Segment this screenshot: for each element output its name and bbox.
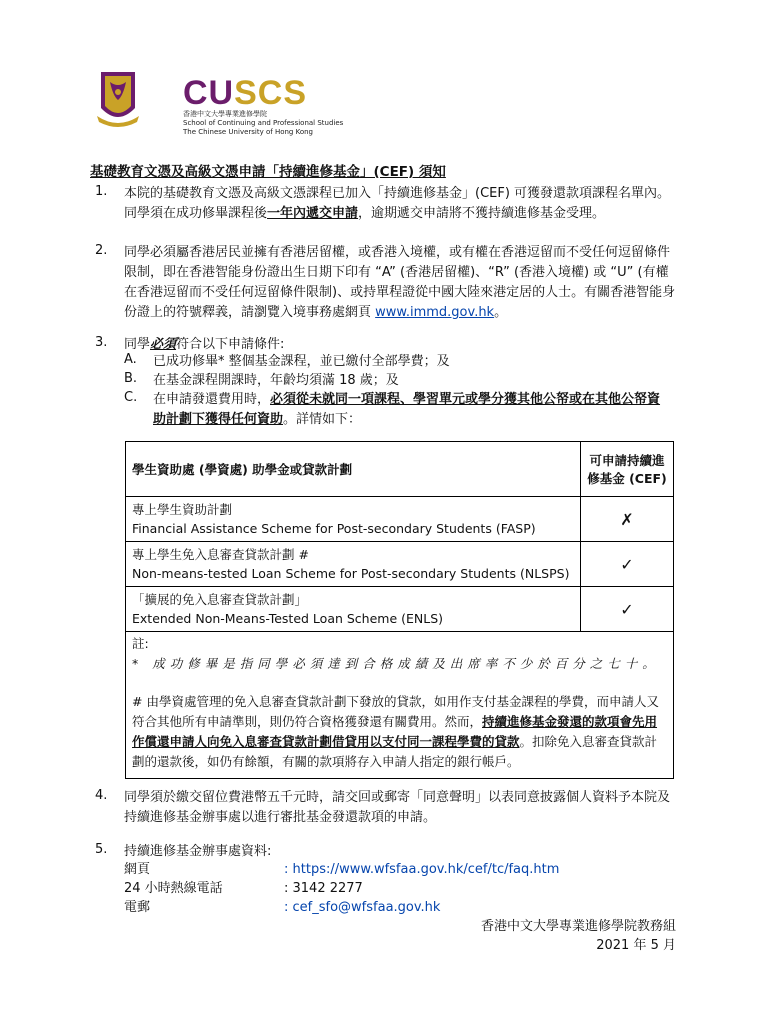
item-number: 2. [95, 243, 108, 258]
cef-eligibility-table [125, 441, 674, 779]
item-number: 3. [95, 335, 108, 350]
table-notes [126, 632, 674, 779]
footer-date: 2021 年 5 月 [596, 938, 676, 953]
subitem-letter: A. [124, 352, 137, 367]
contact-email-link[interactable]: : cef_sfo@wfsfaa.gov.hk [284, 900, 441, 915]
contact-row-hotline [124, 879, 624, 899]
subitem-letter: B. [124, 371, 138, 386]
brand-name: CUSCS [183, 74, 308, 112]
subitem-c-text: 在申請發還費用時，必須從未就同一項課程、學習單元或學分獲其他公帑或在其他公帑資助計劃下獲得任何資助。詳情如下： [153, 392, 661, 427]
contact-hotline-value: : 3142 2277 [284, 881, 363, 896]
item-1-text: 本院的基礎教育文憑及高級文憑課程已加入「持續進修基金」(CEF) 可獲發還款項課程名單內。同學須在成功修畢課程後一年內遞交申請，逾期遞交申請將不獲持續進修基金受理。 [124, 186, 671, 221]
item-number: 5. [95, 842, 108, 857]
scheme-cell: 專上學生免入息審查貸款計劃 # Non-means-tested Loan Scheme for Post-secondary Students (NLSPS) [126, 542, 581, 587]
item-number: 1. [95, 184, 108, 199]
contact-key: 網頁 [124, 862, 151, 877]
subitem-letter: C. [124, 390, 138, 405]
check-mark-icon: ✓ [581, 542, 674, 587]
contact-row-email [124, 898, 624, 918]
scheme-cell: 「擴展的免入息審查貸款計劃」 Extended Non-Means-Tested Loan Scheme (ENLS) [126, 587, 581, 632]
subitem-b-text: 在基金課程開課時，年齡均須滿 18 歲；及 [153, 373, 399, 388]
item-4-text: 同學須於繳交留位費港幣五千元時，請交回或郵寄「同意聲明」以表同意披露個人資料予本院及持續進修基金辦事處以進行審批基金發還款項的申請。 [124, 790, 671, 825]
table-row [126, 587, 674, 632]
page-title: 基礎教育文憑及高級文憑申請「持續進修基金」(CEF) 須知 [90, 164, 446, 180]
item-number: 4. [95, 788, 108, 803]
notes-label: 註: [132, 636, 149, 651]
cross-mark-icon: ✗ [581, 497, 674, 542]
item-5-text: 持續進修基金辦事處資料: [124, 844, 272, 859]
immd-link[interactable]: www.immd.gov.hk [375, 305, 495, 320]
table-header-row [126, 442, 674, 497]
note-loan: # 由學資處管理的免入息審查貸款計劃下發放的貸款，如用作支付基金課程的學費，而申請人又符合其他所有申請準則，則仍符合資格獲發還有關費用。然而，持續進修基金發還的款項會先用作償還申請人向免入息審查貸款計劃借貸用以支付同一課程學費的貸款。扣除免入息審查貸款計劃的還款後，如仍有餘額，有關的款項將存入申請人指定的銀行帳戶。 [132, 694, 659, 769]
crest-icon [95, 68, 175, 128]
subitem-a-text: 已成功修畢* 整個基金課程，並已繳付全部學費；及 [153, 354, 450, 369]
logo-english-line1: School of Continuing and Professional Studies [183, 119, 344, 127]
table-row [126, 542, 674, 587]
contact-key: 24 小時熱線電話 [124, 881, 223, 896]
logo-english-line2: The Chinese University of Hong Kong [183, 128, 313, 136]
contact-key: 電郵 [124, 900, 151, 915]
item-2-text: 同學必須屬香港居民並擁有香港居留權，或香港入境權，或有權在香港逗留而不受任何逗留條件限制，即在香港智能身份證出生日期下印有 “A” (香港居留權)、“R” (香港入境權) 或 “U” (有權在香港逗留而不受任何逗留條件限制)、或持單程證從中國大陸來港定居的人士。有關香港智能身份證上的符號釋義，請瀏覽入境事務處網頁 www.immd.gov.hk。 [124, 245, 676, 320]
table-header-cef: 可申請持續進修基金 (CEF) [581, 442, 674, 497]
logo-text [183, 76, 343, 137]
table-header-scheme: 學生資助處 (學資處) 助學金或貸款計劃 [126, 442, 581, 497]
table-row [126, 497, 674, 542]
check-mark-icon: ✓ [581, 587, 674, 632]
footer-org: 香港中文大學專業進修學院教務組 [480, 919, 676, 934]
note-completion: * 成功修畢是指同學必須達到合格成績及出席率不少於百分之七十。 [132, 656, 660, 671]
logo-chinese-name: 香港中文大學專業進修學院 [183, 110, 267, 118]
table-notes-row [126, 632, 674, 779]
contact-website-link[interactable]: : https://www.wfsfaa.gov.hk/cef/tc/faq.htm [284, 862, 560, 877]
contact-row-website [124, 860, 624, 880]
scheme-cell: 專上學生資助計劃 Financial Assistance Scheme for Post-secondary Students (FASP) [126, 497, 581, 542]
item-3-text: 同學必須符合以下申請條件: [124, 337, 285, 352]
